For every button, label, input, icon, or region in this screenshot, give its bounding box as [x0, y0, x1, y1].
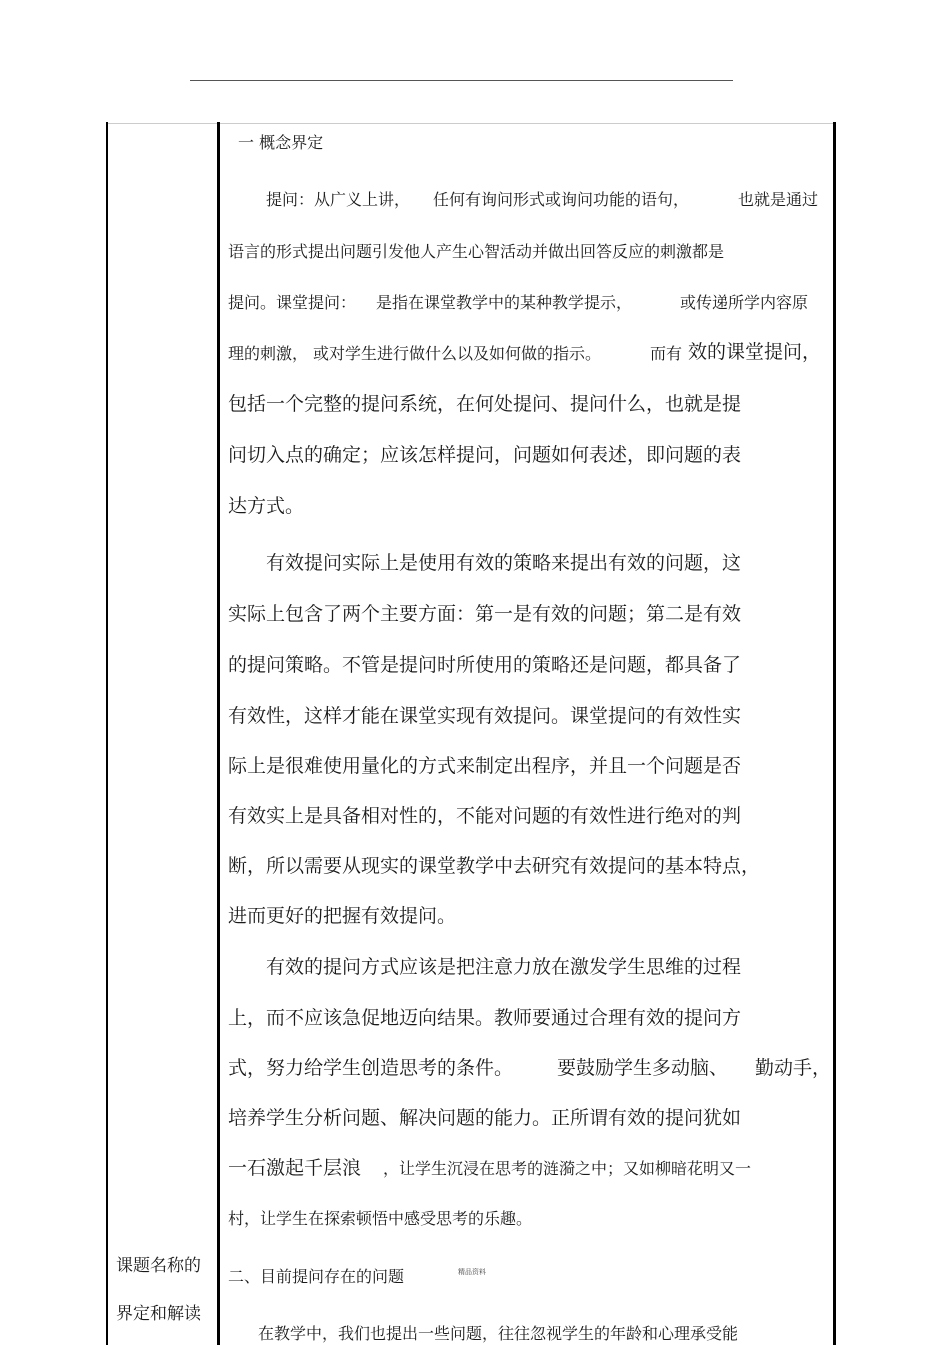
- watermark: 精品资料: [458, 1268, 486, 1276]
- section-heading: 一 概念界定: [238, 133, 324, 152]
- text-line: 达方式。: [228, 495, 305, 517]
- text-line: 问切入点的确定；应该怎样提问，问题如何表述，即问题的表: [228, 444, 742, 466]
- text-line: 提问。课堂提问：: [228, 293, 357, 312]
- text-line: 是指在课堂教学中的某种教学提示，: [376, 293, 633, 312]
- text-line: 实际上包含了两个主要方面：第一是有效的问题；第二是有效: [228, 603, 742, 625]
- text-line: 上，而不应该急促地迈向结果。教师要通过合理有效的提问方: [228, 1007, 742, 1029]
- text-line: 任何有询问形式或询问功能的语句，: [433, 190, 690, 209]
- text-line: 的提问策略。不管是提问时所使用的策略还是问题，都具备了: [228, 654, 742, 676]
- text-line: 一石激起千层浪: [228, 1157, 362, 1179]
- text-line: 理的刺激，: [228, 344, 309, 363]
- text-line: 效的课堂提问，: [688, 341, 822, 363]
- text-line: 村，让学生在探索顿悟中感受思考的乐趣。: [228, 1209, 533, 1228]
- text-line: 也就是通过: [738, 190, 819, 209]
- text-line: 进而更好的把握有效提问。: [228, 905, 457, 927]
- label-line-2: 界定和解读: [116, 1304, 201, 1324]
- text-line: 要鼓励学生多动脑、: [557, 1057, 729, 1079]
- text-line: 断，所以需要从现实的课堂教学中去研究有效提问的基本特点，: [228, 855, 761, 877]
- text-line: 包括一个完整的提问系统，在何处提问、提问什么，也就是提: [228, 393, 742, 415]
- table-left-border: [106, 122, 108, 1345]
- table-right-border: [833, 122, 836, 1345]
- text-line: ，让学生沉浸在思考的涟漪之中；又如柳暗花明又一: [383, 1159, 752, 1178]
- table-column-divider: [217, 122, 220, 1345]
- text-line: 或传递所学内容原: [680, 293, 809, 312]
- text-line: 勤动手，: [755, 1057, 832, 1079]
- text-line: 有效的提问方式应该是把注意力放在激发学生思维的过程: [266, 956, 742, 978]
- text-line: 有效实上是具备相对性的，不能对问题的有效性进行绝对的判: [228, 805, 742, 827]
- text-line: 式，努力给学生创造思考的条件。: [228, 1057, 514, 1079]
- header-rule: [190, 80, 733, 81]
- text-line: 或对学生进行做什么以及如何做的指示。: [313, 344, 602, 363]
- text-line: 有效提问实际上是使用有效的策略来提出有效的问题，这: [266, 552, 742, 574]
- text-line: 在教学中，我们也提出一些问题，往往忽视学生的年龄和心理承受能: [258, 1324, 739, 1343]
- text-line: 有效性，这样才能在课堂实现有效提问。课堂提问的有效性实: [228, 705, 742, 727]
- section-heading: 二、目前提问存在的问题: [228, 1267, 405, 1286]
- label-line-1: 课题名称的: [116, 1256, 201, 1276]
- text-line: 际上是很难使用量化的方式来制定出程序，并且一个问题是否: [228, 755, 742, 777]
- text-line: 语言的形式提出问题引发他人产生心智活动并做出回答反应的刺激都是: [228, 242, 725, 261]
- text-line: 而有: [650, 344, 683, 363]
- text-line: 培养学生分析问题、解决问题的能力。正所谓有效的提问犹如: [228, 1107, 742, 1129]
- text-line: 提问：从广义上讲，: [266, 190, 411, 209]
